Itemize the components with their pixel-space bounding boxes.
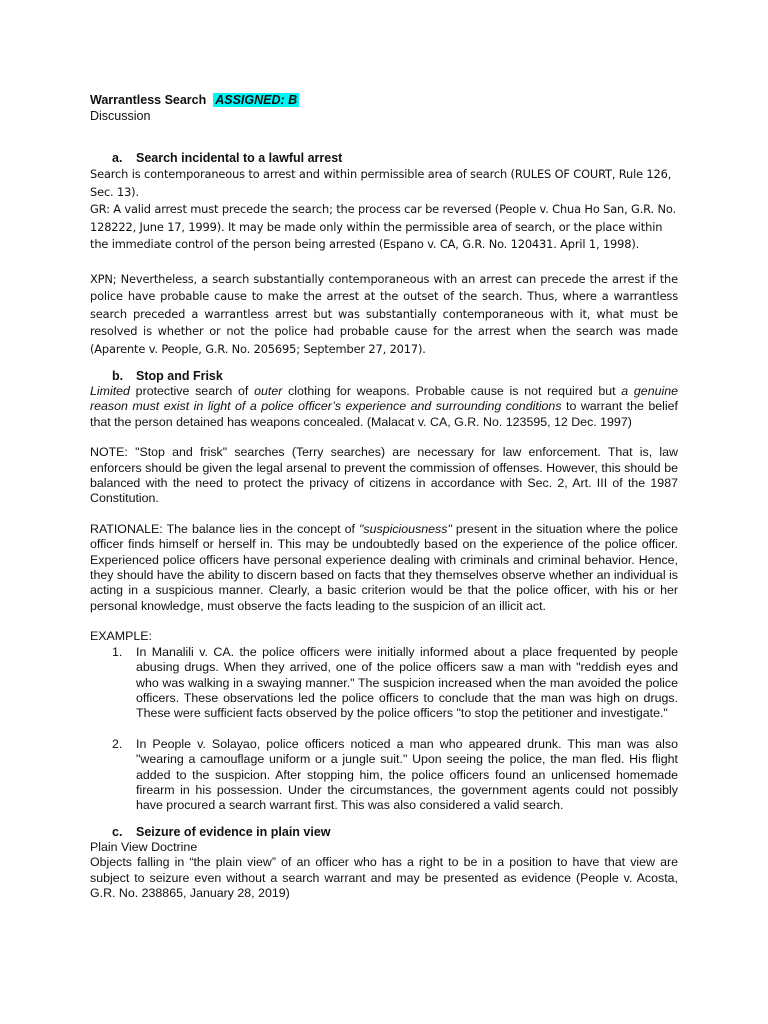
section-b-letter: b. — [112, 369, 124, 383]
text-run: RATIONALE: The balance lies in the concept of — [90, 521, 360, 536]
example-label: EXAMPLE: — [90, 629, 152, 644]
text-run: protective search of — [129, 384, 255, 398]
list-item-text: In People v. Solayao, police officers noticed a man who appeared drunk. This man was also "wearing a camouflage uniform or a jungle suit." Upon seeing the police, the man fled. His flight added to the suspicion. After stopping him, the police officers found an unlicensed homemade firearm in his possession. Under the circumstances, the government agents could not possibly have procured a search warrant first. This was also considered a valid search. — [136, 736, 678, 813]
document-title: Warrantless Search — [90, 93, 207, 107]
section-a-paragraph-2: GR: A valid arrest must precede the search; the process car be reversed (People v. Chua Ho San, G.R. No. 128222, June 17, 1999). It may be made only within the permissible area of search, or the place within the immediate control of the person being arrested (Espano v. CA, G.R. No. 120431. April 1, 1998). — [90, 202, 676, 251]
section-a-title: Search incidental to a lawful arrest — [136, 151, 343, 165]
text-run: clothing for weapons. Probable cause is not required but — [282, 384, 622, 398]
document-subtitle: Discussion — [90, 109, 151, 123]
section-c-heading — [90, 824, 678, 840]
limited-italic: Limited — [90, 384, 130, 398]
list-number: 1. — [112, 644, 123, 659]
genuine-reason-italic: a genuine reason must exist in light of a police officer’s experience and surrounding conditions — [90, 384, 679, 414]
rationale-paragraph — [90, 522, 678, 614]
note-paragraph: NOTE: "Stop and frisk" searches (Terry searches) are necessary for law enforcement. That is, law enforcers should be given the legal arsenal to prevent the commission of offenses. However, this should be balanced with the need to protect the privacy of citizens in accordance with Sec. 2, Art. III of the 1987 Constitution. — [90, 445, 678, 506]
list-item — [90, 645, 678, 722]
section-b-title: Stop and Frisk — [136, 369, 223, 383]
section-a-heading — [90, 150, 678, 166]
suspiciousness-italic: "suspiciousness" — [359, 521, 452, 536]
section-b-paragraph-1 — [90, 384, 678, 430]
section-a-paragraph-3: XPN; Nevertheless, a search substantially contemporaneous with an arrest can precede the arrest if the police have probable cause to make the arrest at the outset of the search. Thus, where a warrantless search preceded a warrantless arrest but was substantially contemporaneous with it, what must be resolved is whether or not the police had probable cause for the arrest when the search was made (Aparente v. People, G.R. No. 205695; September 27, 2017). — [90, 271, 678, 356]
document-title-line — [90, 92, 678, 108]
document-body — [90, 92, 678, 901]
section-b-heading — [90, 368, 678, 384]
list-number: 2. — [112, 736, 123, 751]
section-c-title: Seizure of evidence in plain view — [136, 824, 331, 839]
text-run: present in the situation where the police officer finds himself or herself in. This may be undoubtedly based on the experience of the police officer. Experienced police officers have personal experience dealing with criminals and criminal behavior. Hence, they should have the ability to discern based on facts that they themselves observe whether an individual is acting in a suspicious manner. Clearly, a basic criterion would be that the police officer, with his or her personal knowledge, must observe the facts leading to the suspicion of an illicit act. — [90, 521, 679, 613]
section-c-paragraph-1: Objects falling in “the plain view” of an officer who has a right to be in a position to have that view are subject to seizure even without a search warrant and may be presented as evidence (People v. Acosta, G.R. No. 238865, January 28, 2019) — [90, 855, 678, 900]
outer-italic: outer — [254, 384, 283, 398]
section-a-letter: a. — [112, 151, 123, 165]
section-a-paragraph-1: Search is contemporaneous to arrest and within permissible area of search (RULES OF COURT, Rule 126, Sec. 13). — [90, 167, 672, 199]
list-item-text: In Manalili v. CA. the police officers were initially informed about a place frequented by people abusing drugs. When they arrived, one of the police officers saw a man with "reddish eyes and who was walking in a swaying manner." The suspicion increased when the man avoided the police officers. These observations led the police officers to conclude that the man was high on drugs. These were sufficient facts observed by the police officers "to stop the petitioner and investigate." — [136, 644, 678, 721]
section-c-letter: c. — [112, 824, 123, 839]
examples-list — [90, 645, 678, 814]
assigned-highlight: ASSIGNED: B — [215, 93, 298, 107]
text-run: to warrant the belief that the person detained has weapons concealed. (Malacat v. CA, G.R. No. 123595, 12 Dec. 1997) — [90, 399, 678, 429]
list-item — [90, 737, 678, 814]
plain-view-subheading: Plain View Doctrine — [90, 839, 198, 854]
